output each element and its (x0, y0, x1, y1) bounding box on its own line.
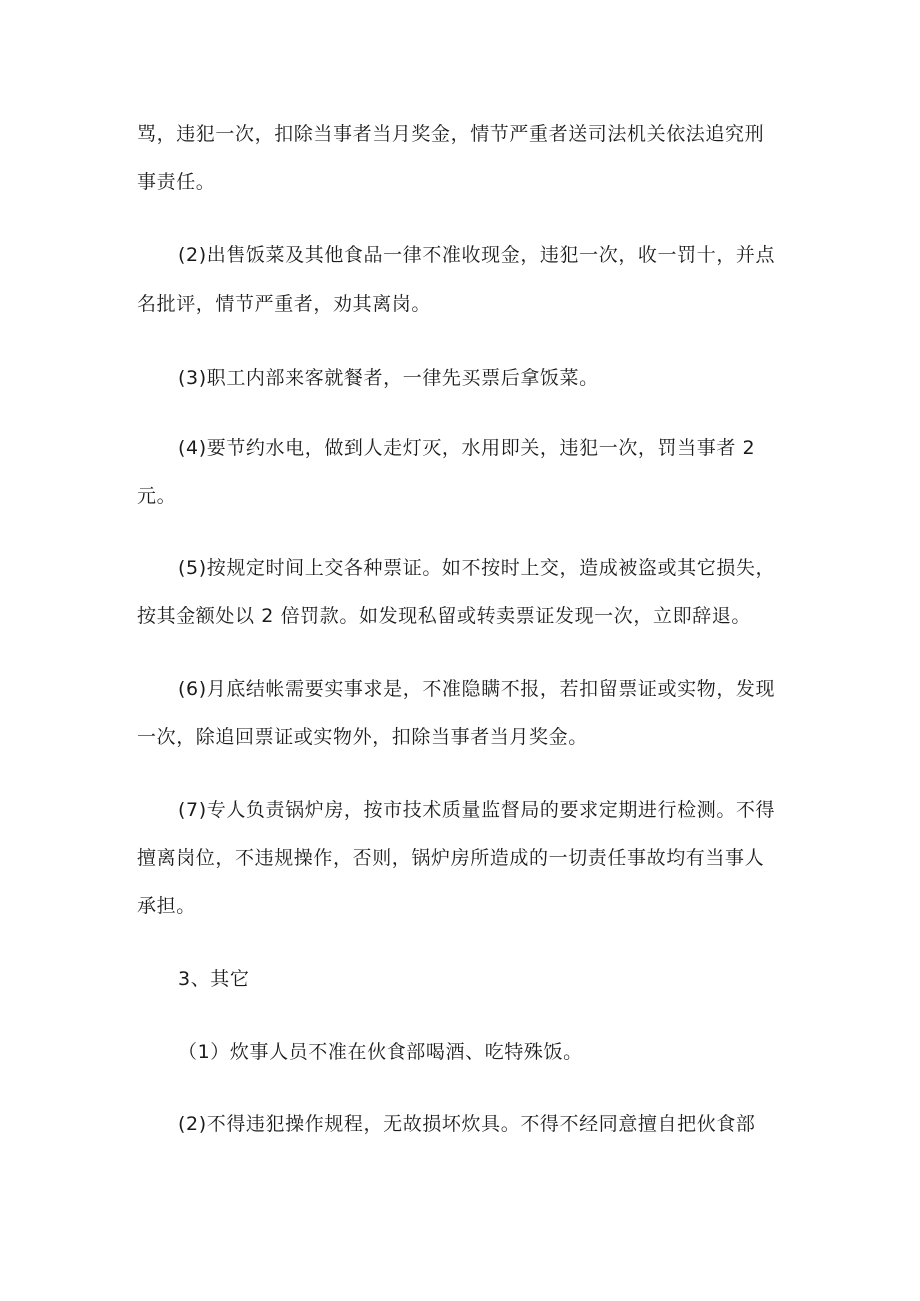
text-line-continuation: 承担。 (137, 895, 196, 917)
text-line-continuation: 元。 (137, 485, 177, 507)
text-line-continuation: 擅离岗位，不违规操作，否则，锅炉房所造成的一切责任事故均有当事人 (137, 847, 765, 869)
rule-item-3: (3)职工内部来客就餐者，一律先买票后拿饭菜。 (178, 367, 599, 389)
text-line-continuation: 一次，除追回票证或实物外，扣除当事者当月奖金。 (137, 726, 588, 748)
rule-item-2: (2)出售饭菜及其他食品一律不准收现金，违犯一次，收一罚十，并点 (178, 244, 776, 266)
section-heading-other: 3、其它 (178, 968, 250, 990)
text-line-continuation: 按其金额处以 2 倍罚款。如发现私留或转卖票证发现一次，立即辞退。 (137, 605, 751, 627)
text-line-continuation: 名批评，情节严重者，劝其离岗。 (137, 293, 432, 315)
text-line-continuation: 骂，违犯一次，扣除当事者当月奖金，情节严重者送司法机关依法追究刑 (137, 123, 765, 145)
other-item-2: (2)不得违犯操作规程，无故损坏炊具。不得不经同意擅自把伙食部 (178, 1113, 756, 1135)
rule-item-5: (5)按规定时间上交各种票证。如不按时上交，造成被盗或其它损失， (178, 557, 776, 579)
rule-item-4: (4)要节约水电，做到人走灯灭，水用即关，违犯一次，罚当事者 2 (178, 437, 756, 459)
other-item-1: （1）炊事人员不准在伙食部喝酒、吃特殊饭。 (178, 1041, 583, 1063)
rule-item-7: (7)专人负责锅炉房，按市技术质量监督局的要求定期进行检测。不得 (178, 799, 776, 821)
text-line-continuation: 事责任。 (137, 171, 216, 193)
rule-item-6: (6)月底结帐需要实事求是，不准隐瞒不报，若扣留票证或实物，发现 (178, 678, 776, 700)
